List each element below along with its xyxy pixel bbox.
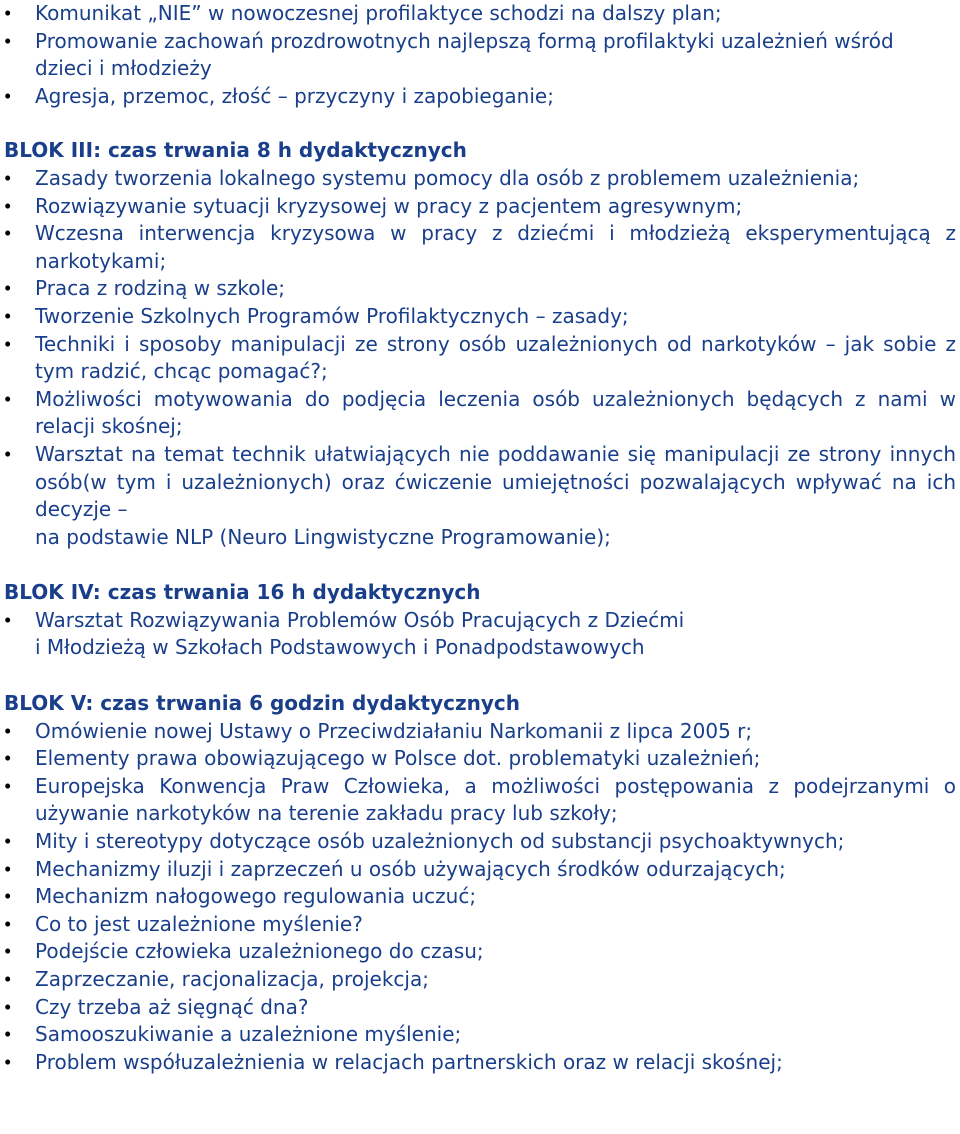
list-item: • Samooszukiwanie a uzależnione myślenie; <box>4 1021 956 1049</box>
list-item-line: i Młodzieżą w Szkołach Podstawowych i Ponadpodstawowych <box>35 635 645 660</box>
list-item: • Zaprzeczanie, racjonalizacja, projekcja; <box>4 966 956 994</box>
list-item: • Techniki i sposoby manipulacji ze strony osób uzależnionych od narkotyków – jak sobie z tym radzić, chcąc pomagać?; <box>4 331 956 386</box>
block-4-heading: BLOK IV: czas trwania 16 h dydaktycznych <box>4 580 481 605</box>
block-3-heading: BLOK III: czas trwania 8 h dydaktycznych <box>4 138 467 163</box>
list-item: • Wczesna interwencja kryzysowa w pracy z dziećmi i młodzieżą eksperymentującą z narkotykami; <box>4 220 956 275</box>
list-item: • Komunikat „NIE” w nowoczesnej profilaktyce schodzi na dalszy plan; <box>4 0 956 28</box>
list-item: • Mechanizmy iluzji i zaprzeczeń u osób używających środków odurzających; <box>4 856 956 884</box>
list-item: • Mechanizm nałogowego regulowania uczuć; <box>4 883 956 911</box>
list-item: • Agresja, przemoc, złość – przyczyny i zapobieganie; <box>4 83 956 111</box>
block-4-list <box>4 607 956 662</box>
list-item <box>4 607 956 662</box>
list-item: • Mity i stereotypy dotyczące osób uzależnionych od substancji psychoaktywnych; <box>4 828 956 856</box>
block-5-list <box>4 718 956 1077</box>
block-5-heading: BLOK V: czas trwania 6 godzin dydaktycznych <box>4 691 520 716</box>
list-item: • Praca z rodziną w szkole; <box>4 275 956 303</box>
list-item: • Podejście człowieka uzależnionego do czasu; <box>4 938 956 966</box>
intro-list <box>4 0 956 110</box>
list-item: • Czy trzeba aż sięgnąć dna? <box>4 994 956 1022</box>
list-item-line: • Warsztat Rozwiązywania Problemów Osób Pracujących z Dziećmi <box>35 607 685 632</box>
list-item: • Europejska Konwencja Praw Człowieka, a możliwości postępowania z podejrzanymi o używanie narkotyków na terenie zakładu pracy lub szkoły; <box>4 773 956 828</box>
list-item: • Możliwości motywowania do podjęcia leczenia osób uzależnionych będących z nami w relacji skośnej; <box>4 386 956 441</box>
list-item: • Tworzenie Szkolnych Programów Profilaktycznych – zasady; <box>4 303 956 331</box>
list-item: • Rozwiązywanie sytuacji kryzysowej w pracy z pacjentem agresywnym; <box>4 193 956 221</box>
list-item: • Warsztat na temat technik ułatwiających nie poddawanie się manipulacji ze strony innych osób(w tym i uzależnionych) oraz ćwiczenie umiejętności pozwalających wpływać na ich decyzje – <box>4 441 956 524</box>
block-3-list <box>4 165 956 524</box>
block-3-continuation: na podstawie NLP (Neuro Lingwistyczne Programowanie); <box>35 524 611 549</box>
list-item: • Omówienie nowej Ustawy o Przeciwdziałaniu Narkomanii z lipca 2005 r; <box>4 718 956 746</box>
list-item: • Zasady tworzenia lokalnego systemu pomocy dla osób z problemem uzależnienia; <box>4 165 956 193</box>
list-item: • Co to jest uzależnione myślenie? <box>4 911 956 939</box>
list-item: • Problem współuzależnienia w relacjach partnerskich oraz w relacji skośnej; <box>4 1049 956 1077</box>
list-item: • Elementy prawa obowiązującego w Polsce dot. problematyki uzależnień; <box>4 745 956 773</box>
list-item: • Promowanie zachowań prozdrowotnych najlepszą formą profilaktyki uzależnień wśród dzieci i młodzieży <box>4 28 956 83</box>
